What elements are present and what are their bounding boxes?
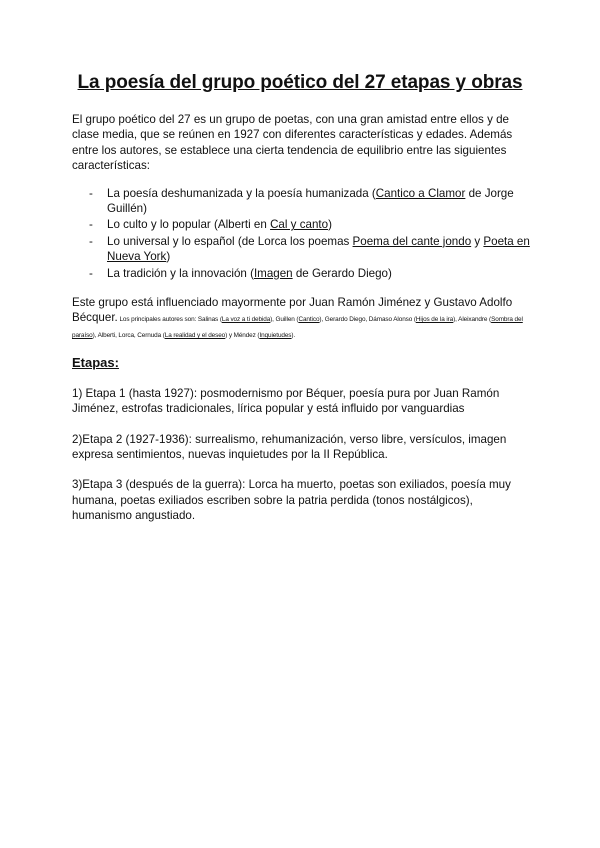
authors-text: ). [291,331,296,339]
work-link[interactable]: Poema del cante jondo [352,234,472,248]
list-item [72,266,532,281]
work-link[interactable]: Imagen [253,266,293,280]
list-dash: - [89,234,93,248]
authors-text: ), Gerardo Diego, Dámaso Alonso ( [319,316,416,324]
work-link[interactable]: Cantico [298,316,320,324]
work-link[interactable]: Inquietudes [259,331,292,339]
section-heading-etapas: Etapas: [72,355,119,371]
authors-intro: Los principales autores son: Salinas ( [117,316,222,324]
influence-paragraph [72,295,532,341]
work-link[interactable]: Hijos de la ira [415,316,454,324]
work-link[interactable]: La realidad y el deseo [164,331,226,339]
list-item-text: y [471,234,484,248]
list-dash: - [89,218,93,232]
traits-list [72,186,532,281]
list-item-text: La poesía deshumanizada y la poesía humanizada ( [107,186,376,200]
list-item-text: de Gerardo Diego) [292,266,392,280]
list-item [72,186,532,217]
list-item-text: de Jorge Guillén) [107,186,514,216]
work-link[interactable]: La voz a ti debida [221,316,271,324]
page-title: La poesía del grupo poético del 27 etapas y obras [77,72,523,93]
influence-text: Este grupo está influenciado mayormente por Juan Ramón Jiménez y Gustavo Adolfo Bécquer. [72,296,513,325]
authors-note [72,316,523,338]
list-item-text: La tradición y la innovación ( [107,266,254,280]
list-item-text: ) [328,218,332,232]
intro-paragraph: El grupo poético del 27 es un grupo de poetas, con una gran amistad entre ellos y de clase media, que se reúnen en 1927 con diferentes características y edades. Además entre los autores, se establece una cierta tendencia de equilibrio entre las siguientes características: [72,113,513,173]
list-dash: - [89,266,93,280]
work-link[interactable]: Cal y canto [270,218,329,232]
work-link[interactable]: Cantico a Clamor [375,186,466,200]
document-body [72,112,532,539]
list-item-text: Lo universal y lo español (de Lorca los poemas [107,234,353,248]
list-dash: - [89,186,93,200]
authors-text: ), Aleixandre ( [453,316,492,324]
list-item [72,217,532,232]
stage-paragraph: 1) Etapa 1 (hasta 1927): posmodernismo por Béquer, poesía pura por Juan Ramón Jiménez, estrofas tradicionales, lírica popular y está influido por vanguardias [72,386,500,416]
list-item [72,234,532,265]
list-item-text: ) [166,250,171,264]
authors-text: ), Guillen ( [270,316,299,324]
stage-paragraph: 3)Etapa 3 (después de la guerra): Lorca ha muerto, poetas son exiliados, poesía muy humana, poetas exiliados escriben sobre la patria perdida (tonos nostálgicos), humanismo angustiado. [72,478,511,523]
authors-text: ) y Méndez ( [225,331,260,339]
stage-paragraph: 2)Etapa 2 (1927-1936): surrealismo, rehumanización, verso libre, versículos, imagen expresa sentimientos, nuevas inquietudes por la II República. [72,432,507,461]
work-link[interactable]: Sombra del paraíso [72,316,523,339]
work-link[interactable]: Poeta en Nueva York [107,234,530,264]
authors-text: ), Alberti, Lorca, Cernuda ( [92,331,165,339]
list-item-text: Lo culto y lo popular (Alberti en [107,218,271,232]
